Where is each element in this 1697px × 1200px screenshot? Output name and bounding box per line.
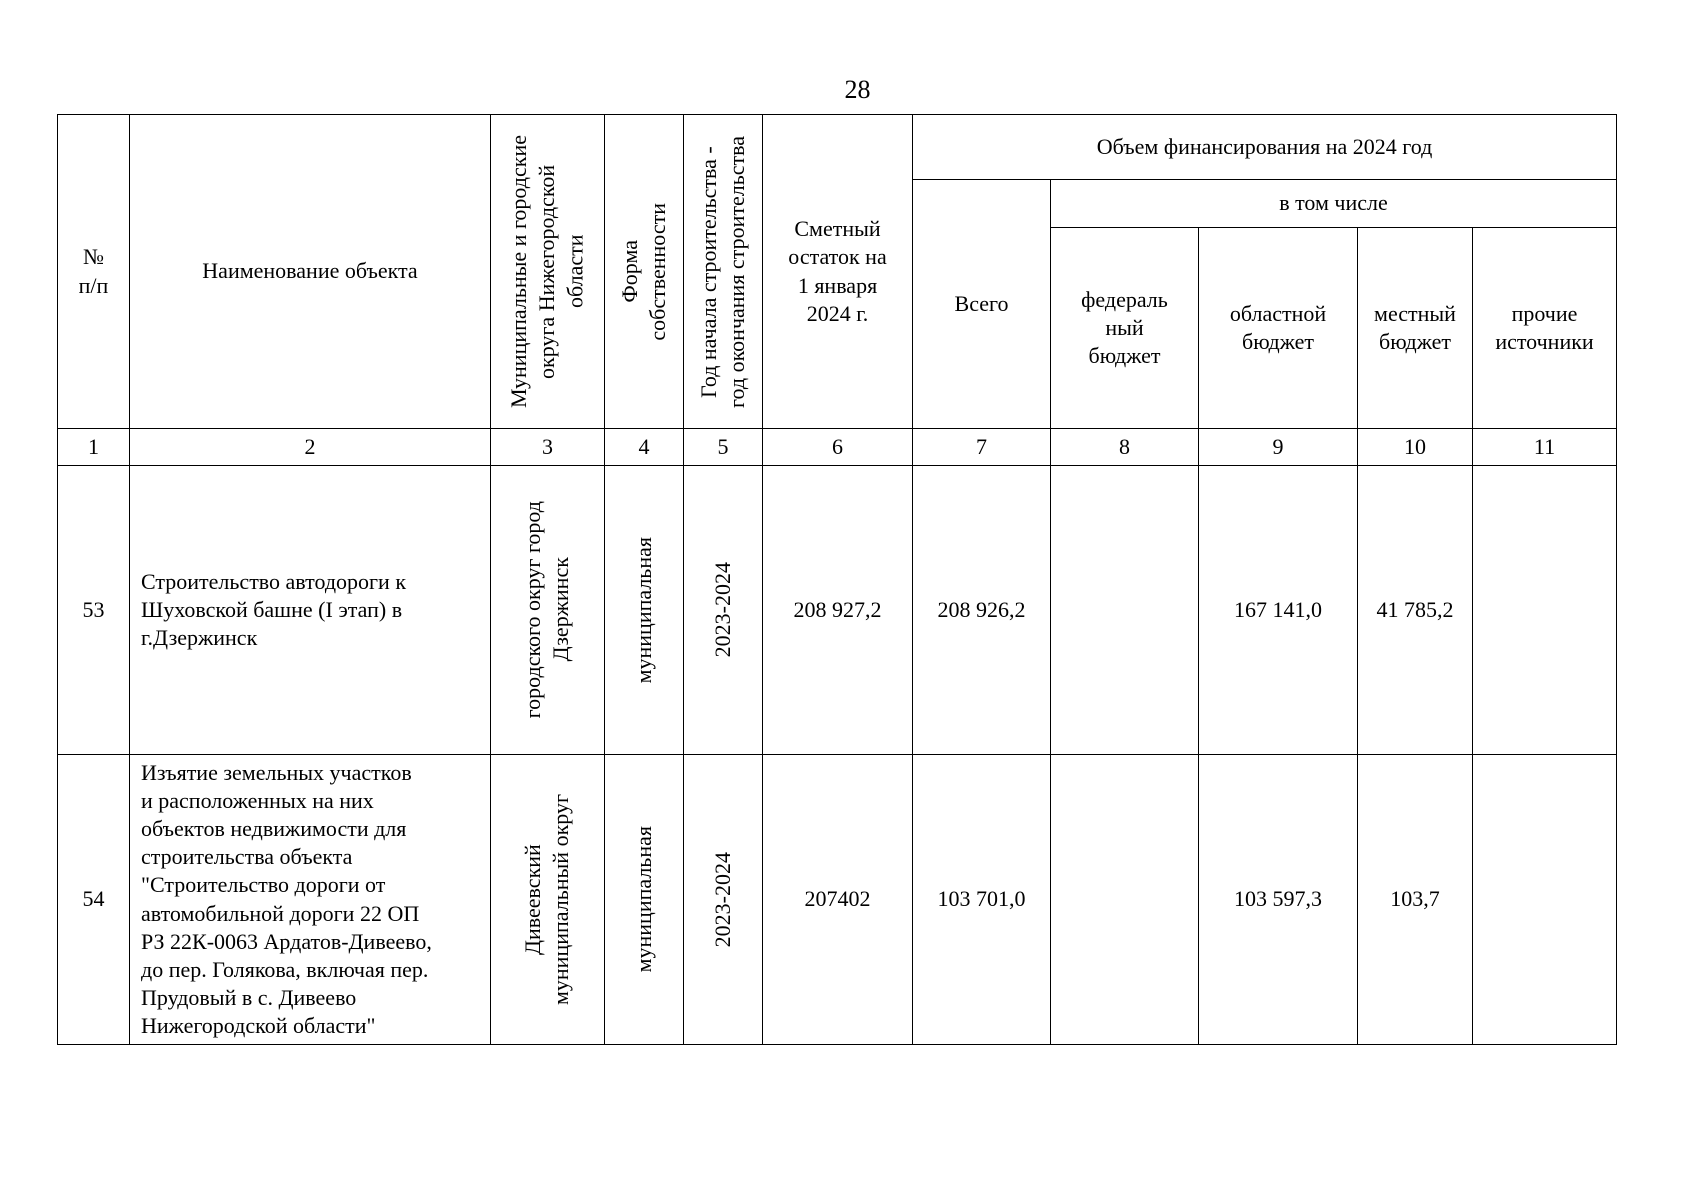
header-total-label: Всего bbox=[954, 290, 1009, 316]
row-other bbox=[1473, 466, 1617, 755]
row-municipality-text: городского округ город Дзержинск bbox=[520, 501, 574, 719]
column-number: 4 bbox=[605, 429, 684, 466]
header-federal bbox=[1051, 228, 1199, 429]
column-number: 9 bbox=[1199, 429, 1358, 466]
row-total: 103 701,0 bbox=[913, 755, 1051, 1045]
row-years-text: 2023-2024 bbox=[709, 851, 735, 948]
row-regional: 103 597,3 bbox=[1199, 755, 1358, 1045]
row-years bbox=[684, 755, 763, 1045]
header-including bbox=[1051, 180, 1617, 228]
row-federal bbox=[1051, 466, 1199, 755]
header-local bbox=[1358, 228, 1473, 429]
column-number-row bbox=[58, 429, 1617, 466]
column-number: 7 bbox=[913, 429, 1051, 466]
row-ownership bbox=[605, 466, 684, 755]
header-total bbox=[913, 180, 1051, 429]
header-regional bbox=[1199, 228, 1358, 429]
header-name bbox=[130, 115, 491, 429]
page-number: 28 bbox=[844, 75, 871, 104]
row-other bbox=[1473, 755, 1617, 1045]
header-funding-group-label: Объем финансирования на 2024 год bbox=[1096, 133, 1433, 159]
row-federal bbox=[1051, 755, 1199, 1045]
column-number: 2 bbox=[130, 429, 491, 466]
header-municipality-label: Муниципальные и городские округа Нижегородской области bbox=[506, 135, 588, 408]
column-number: 3 bbox=[491, 429, 605, 466]
header-municipality bbox=[491, 115, 605, 429]
row-municipality-text: Дивеевский муниципальный округ bbox=[520, 793, 574, 1005]
row-object-name-text: Изъятие земельных участков и расположенных на них объектов недвижимости для строительства объекта "Строительство дороги от автомобильной дороги 22 ОП РЗ 22К-0063 Ардатов-Дивеево, до пер. Голякова, включая пер. Прудовый в с. Дивеево Нижегородской области" bbox=[141, 759, 432, 1039]
header-name-label: Наименование объекта bbox=[202, 258, 418, 284]
row-regional: 167 141,0 bbox=[1199, 466, 1358, 755]
funding-table bbox=[57, 114, 1617, 1045]
row-years bbox=[684, 466, 763, 755]
row-ownership-text: муниципальная bbox=[630, 826, 656, 973]
column-number: 5 bbox=[684, 429, 763, 466]
row-local: 103,7 bbox=[1358, 755, 1473, 1045]
header-local-label: местный бюджет bbox=[1374, 300, 1456, 354]
row-ownership-text: муниципальная bbox=[630, 536, 656, 684]
row-estimate: 207402 bbox=[763, 755, 913, 1045]
header-ownership bbox=[605, 115, 684, 429]
header-num bbox=[58, 115, 130, 429]
column-number: 6 bbox=[763, 429, 913, 466]
header-federal-label: федераль ный бюджет bbox=[1081, 286, 1168, 369]
row-years-text: 2023-2024 bbox=[709, 562, 735, 658]
header-num-label: № п/п bbox=[78, 244, 109, 298]
row-ownership bbox=[605, 755, 684, 1045]
header-years-label: Год начала строительства - год окончания строительства bbox=[695, 135, 749, 408]
header-other-label: прочие источники bbox=[1495, 300, 1594, 354]
row-local: 41 785,2 bbox=[1358, 466, 1473, 755]
column-number: 10 bbox=[1358, 429, 1473, 466]
header-years bbox=[684, 115, 763, 429]
row-municipality bbox=[491, 755, 605, 1045]
row-num: 53 bbox=[58, 466, 130, 755]
header-other bbox=[1473, 228, 1617, 429]
row-object-name bbox=[130, 466, 491, 755]
row-num: 54 bbox=[58, 755, 130, 1045]
column-number: 1 bbox=[58, 429, 130, 466]
row-estimate: 208 927,2 bbox=[763, 466, 913, 755]
row-municipality bbox=[491, 466, 605, 755]
header-estimate-label: Сметный остаток на 1 января 2024 г. bbox=[788, 216, 887, 326]
header-ownership-label: Форма собственности bbox=[616, 202, 670, 341]
header-regional-label: областной бюджет bbox=[1229, 300, 1327, 354]
header-funding-group bbox=[913, 115, 1617, 180]
table-row bbox=[58, 466, 1617, 755]
header-estimate bbox=[763, 115, 913, 429]
header-including-label: в том числе bbox=[1279, 190, 1388, 216]
table-row bbox=[58, 755, 1617, 1045]
header-row-1 bbox=[58, 115, 1617, 180]
column-number: 8 bbox=[1051, 429, 1199, 466]
row-object-name-text: Строительство автодороги к Шуховской башне (I этап) в г.Дзержинск bbox=[141, 568, 407, 651]
row-total: 208 926,2 bbox=[913, 466, 1051, 755]
column-number: 11 bbox=[1473, 429, 1617, 466]
row-object-name bbox=[130, 755, 491, 1045]
